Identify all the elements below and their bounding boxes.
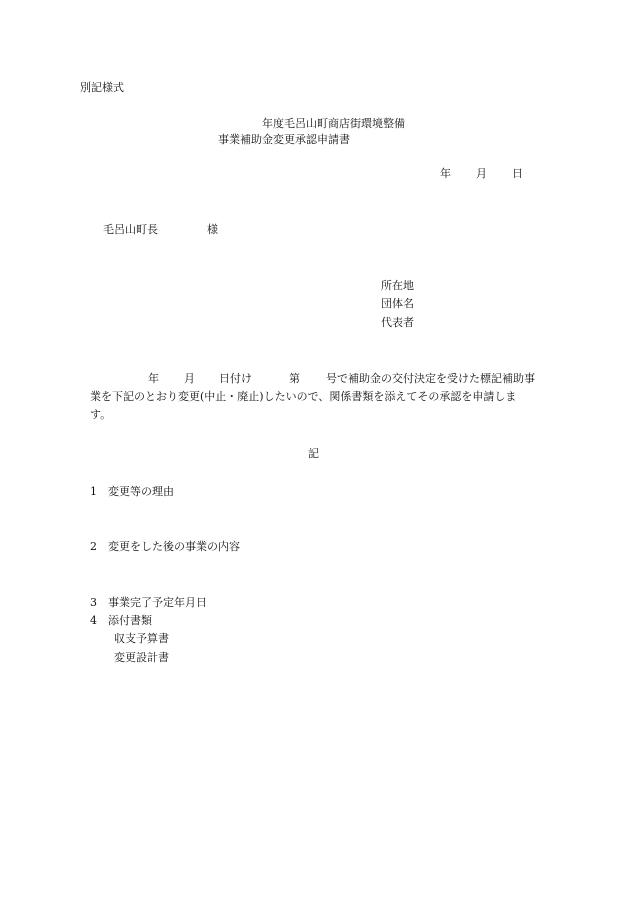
ki-heading: 記	[308, 447, 319, 460]
title-line-2: 事業補助金変更承認申請書	[218, 133, 350, 146]
date-month: 月	[476, 167, 487, 180]
attachment-item: 収支予算書	[114, 632, 169, 645]
applicant-org-label: 団体名	[381, 297, 414, 310]
item-4-text: 添付書類	[108, 614, 152, 627]
body-month: 月	[184, 372, 195, 385]
item-2-number: 2	[90, 540, 97, 553]
applicant-rep-label: 代表者	[381, 316, 414, 329]
date-year: 年	[440, 167, 451, 180]
title-line-1: 年度毛呂山町商店街環境整備	[262, 117, 405, 130]
body-text-line-2: 業を下記のとおり変更(中止・廃止)したいので、関係書類を添えてその承認を申請しま	[90, 390, 517, 403]
item-1-number: 1	[90, 485, 97, 498]
item-3-text: 事業完了予定年月日	[108, 596, 207, 609]
attachment-item: 変更設計書	[114, 651, 169, 664]
item-3-number: 3	[90, 596, 97, 609]
applicant-address-label: 所在地	[381, 279, 414, 292]
addressee-honorific: 様	[207, 223, 218, 236]
form-label: 別記様式	[80, 81, 124, 94]
addressee-name: 毛呂山町長	[103, 223, 158, 236]
item-1-text: 変更等の理由	[108, 485, 174, 498]
date-day: 日	[512, 167, 523, 180]
body-text-line-3: す。	[90, 408, 112, 421]
item-4-number: 4	[90, 614, 97, 627]
body-number-prefix: 第	[289, 372, 300, 385]
body-year: 年	[148, 372, 159, 385]
item-2-text: 変更をした後の事業の内容	[108, 540, 240, 553]
body-date-suffix: 日付け	[219, 372, 252, 385]
body-text-line-1: 号で補助金の交付決定を受けた標記補助事	[326, 372, 535, 385]
